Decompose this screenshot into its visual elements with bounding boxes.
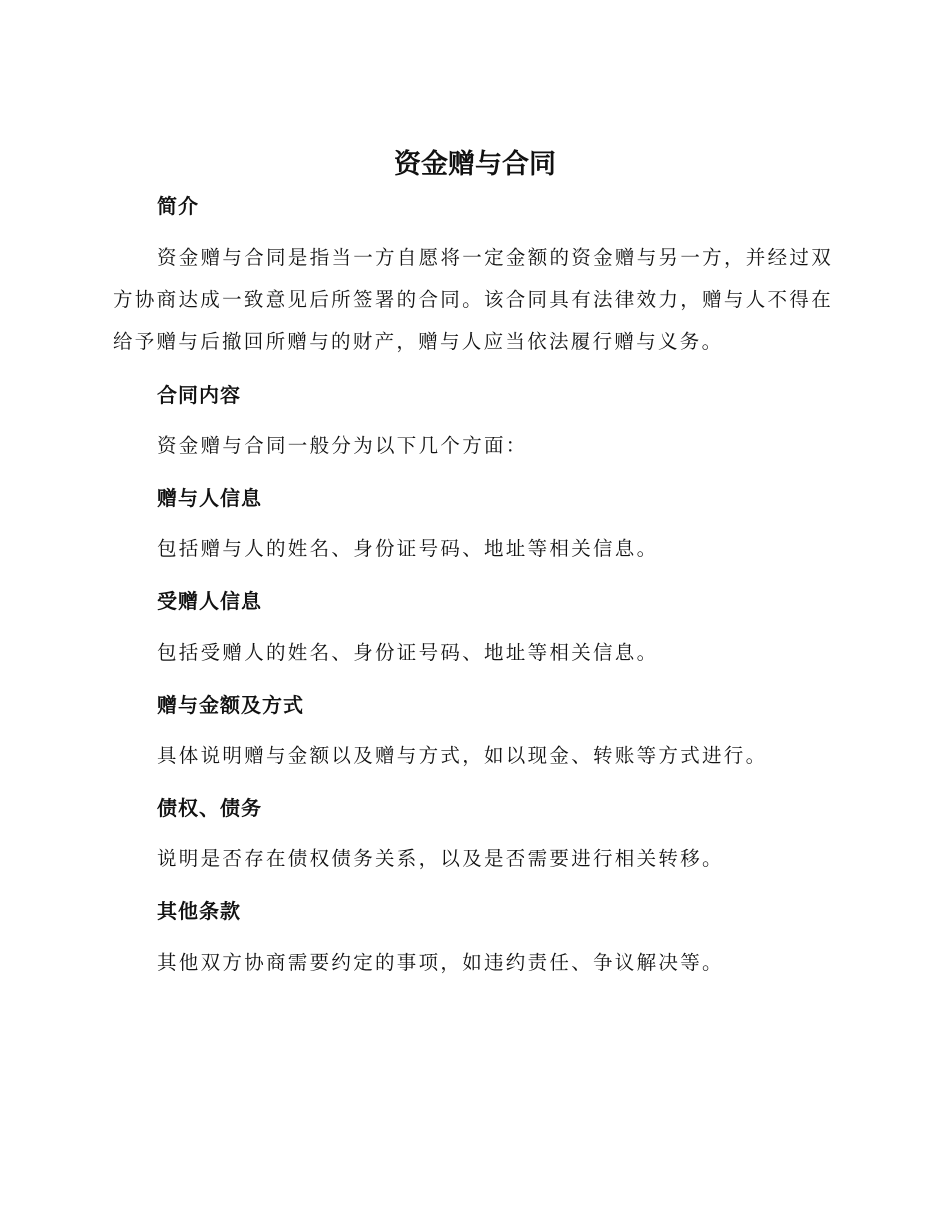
section-heading-donor: 赠与人信息 <box>157 486 262 510</box>
section-heading-recipient: 受赠人信息 <box>157 589 262 613</box>
section-text-recipient: 包括受赠人的姓名、身份证号码、地址等相关信息。 <box>157 641 659 664</box>
section-heading-debts: 债权、债务 <box>157 796 262 820</box>
section-heading-contents: 合同内容 <box>157 383 241 407</box>
section-text-intro: 资金赠与合同是指当一方自愿将一定金额的资金赠与另一方，并经过双方协商达成一致意见后所签署的合同。该合同具有法律效力，赠与人不得在给予赠与后撤回所赠与的财产，赠与人应当依法履行赠与义务。 <box>113 246 833 353</box>
section-heading-intro: 简介 <box>157 194 199 218</box>
section-heading-other: 其他条款 <box>157 899 241 923</box>
section-text-amount: 具体说明赠与金额以及赠与方式，如以现金、转账等方式进行。 <box>157 744 768 767</box>
section-text-other: 其他双方协商需要约定的事项，如违约责任、争议解决等。 <box>157 951 724 974</box>
section-text-contents: 资金赠与合同一般分为以下几个方面： <box>157 434 528 457</box>
section-text-debts: 说明是否存在债权债务关系，以及是否需要进行相关转移。 <box>157 847 724 870</box>
document-title: 资金赠与合同 <box>394 149 556 180</box>
section-heading-amount: 赠与金额及方式 <box>157 693 304 717</box>
section-text-donor: 包括赠与人的姓名、身份证号码、地址等相关信息。 <box>157 537 659 560</box>
